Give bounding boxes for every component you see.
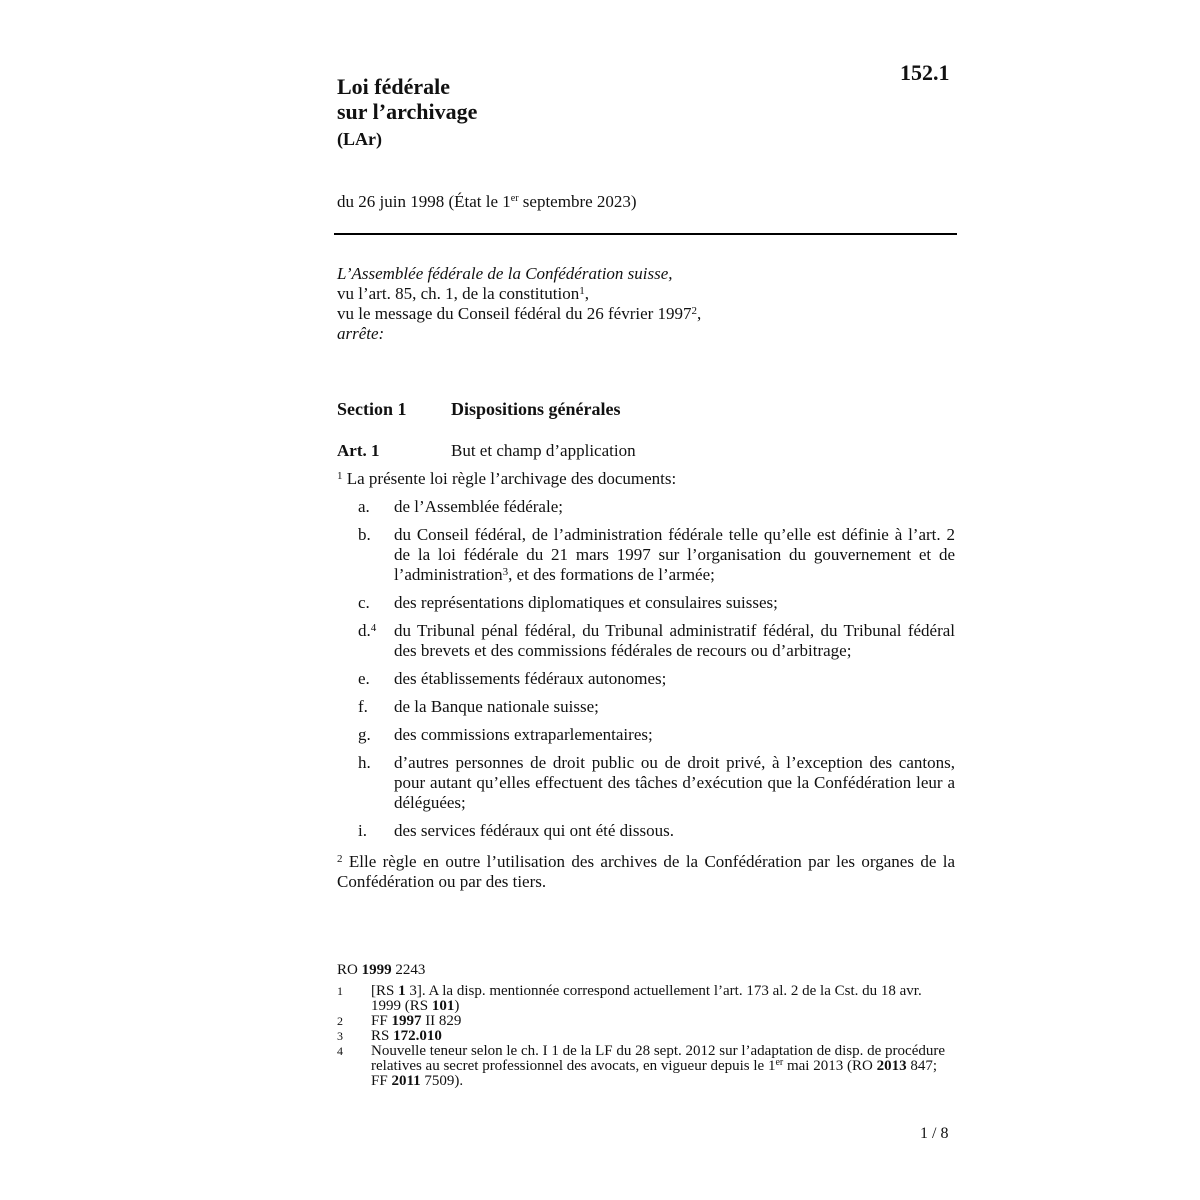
title-line-1: Loi fédérale: [337, 74, 451, 99]
item-letter: h.: [358, 753, 371, 772]
preamble-line-2-text: vu le message du Conseil fédéral du 26 février 1997: [337, 304, 692, 323]
preamble: [337, 264, 957, 344]
footnote-text: [371, 1044, 955, 1089]
list-item: [337, 725, 955, 745]
list-item: [337, 821, 955, 841]
law-date: [337, 192, 637, 212]
list-item: [337, 669, 955, 689]
fn4-sup: er: [775, 1057, 784, 1068]
fn1-c: 3]. A la disp. mentionnée correspond actuellement l’art. 173 al. 2 de la Cst. du 18 avr. 1999 (RS: [371, 983, 922, 1014]
title-line-2: sur l’archivage: [337, 99, 478, 124]
paragraph-1: [337, 469, 676, 489]
fn4-e: 2011: [391, 1073, 421, 1089]
law-abbreviation: (LAr): [337, 129, 382, 149]
item-letter: b.: [358, 525, 371, 544]
fn2-c: II 829: [421, 1013, 462, 1029]
item-text: [394, 525, 955, 585]
ro-prefix: RO: [337, 962, 362, 978]
list-item: [337, 525, 955, 585]
item-letter: f.: [358, 697, 368, 716]
item-letter: [337, 621, 394, 661]
preamble-authority: L’Assemblée fédérale de la Confédération suisse,: [337, 264, 673, 283]
footnote-ref-2[interactable]: 2: [691, 305, 698, 317]
list-item: [337, 497, 955, 517]
footnote-text: [371, 1014, 955, 1029]
item-letter: c.: [358, 593, 370, 612]
rs-number: 152.1: [900, 60, 950, 85]
item-text: des services fédéraux qui ont été dissous.: [394, 821, 674, 840]
section-heading: [337, 399, 621, 420]
official-collection-ref: [337, 962, 425, 979]
fn4-f: 7509).: [420, 1073, 464, 1089]
fn1-b: 1: [398, 983, 406, 999]
footnote-4: [337, 1044, 955, 1089]
item-text-end: , et des formations de l’armée;: [508, 565, 715, 584]
ro-page: 2243: [391, 962, 426, 978]
header-divider: [334, 233, 957, 235]
paragraph-2-text: Elle règle en outre l’utilisation des archives de la Confédération par les organes de la Confédération ou par des tiers.: [337, 852, 955, 891]
fn4-d: 847; FF: [371, 1058, 937, 1089]
footnote-1: [337, 984, 955, 1014]
section-label: Section 1: [337, 399, 407, 419]
article-title: But et champ d’application: [451, 441, 636, 460]
ro-year: 1999: [361, 962, 392, 978]
item-text: des représentations diplomatiques et consulaires suisses;: [394, 593, 778, 612]
item-text: des commissions extraparlementaires;: [394, 725, 653, 744]
date-superscript: er: [510, 193, 519, 204]
article-item-list: [337, 497, 955, 849]
footnote-ref-3[interactable]: 3: [502, 566, 509, 578]
fn1-a: [RS: [371, 983, 399, 999]
item-text: des établissements fédéraux autonomes;: [394, 669, 667, 688]
footnote-2: [337, 1014, 955, 1029]
item-letter: g.: [358, 725, 371, 744]
fn2-a: FF: [371, 1013, 392, 1029]
fn4-b: mai 2013 (RO: [783, 1058, 877, 1074]
footnote-ref-1[interactable]: 1: [579, 285, 585, 297]
preamble-line-1-text: vu l’art. 85, ch. 1, de la constitution: [337, 284, 580, 303]
date-text-end: septembre 2023): [518, 192, 637, 211]
fn2-b: 1997: [391, 1013, 422, 1029]
list-item: [337, 697, 955, 717]
item-text: d’autres personnes de droit public ou de droit privé, à l’exception des cantons, pour autant qu’elles effectuent des tâches d’exécution que la Confédération leur a déléguées;: [394, 753, 955, 812]
fn4-c: 2013: [876, 1058, 907, 1074]
paragraph-1-number: 1: [337, 470, 343, 482]
footnote-number: 4: [337, 1044, 343, 1058]
fn1-e: ): [454, 998, 460, 1014]
list-item: [337, 753, 955, 813]
page-number: 1 / 8: [920, 1125, 949, 1142]
law-title: [337, 74, 477, 124]
list-item: [337, 621, 955, 661]
article-heading: [337, 441, 636, 461]
footnote-ref-4[interactable]: 4: [370, 622, 377, 634]
footnote-number: 2: [337, 1014, 343, 1028]
footnote-text: [371, 1029, 955, 1044]
item-text: du Tribunal pénal fédéral, du Tribunal administratif fédéral, du Tribunal fédéral des brevets et des commissions fédérales de recours ou d’arbitrage;: [394, 621, 955, 660]
footnotes: [337, 984, 955, 1089]
preamble-line-2: [337, 304, 957, 324]
item-letter: e.: [358, 669, 370, 688]
footnote-number: 1: [337, 984, 343, 998]
footnote-text: [371, 984, 955, 1014]
article-label: Art. 1: [337, 441, 380, 460]
section-title: Dispositions générales: [451, 399, 621, 419]
footnote-3: [337, 1029, 955, 1044]
fn3-a: RS: [371, 1028, 394, 1044]
item-text-main: du Conseil fédéral, de l’administration fédérale telle qu’elle est définie à l’art. 2 de la loi fédérale du 21 mars 1997 sur l’organisation du gouvernement et de l’administration: [394, 525, 955, 584]
paragraph-2-number: 2: [337, 853, 343, 865]
item-text: de la Banque nationale suisse;: [394, 697, 599, 716]
fn3-b: 172.010: [393, 1028, 442, 1044]
paragraph-1-text: La présente loi règle l’archivage des documents:: [342, 469, 677, 488]
preamble-decree: arrête:: [337, 324, 385, 343]
footnote-number: 3: [337, 1029, 343, 1043]
item-letter: i.: [358, 821, 367, 840]
paragraph-2: [337, 852, 955, 892]
item-letter: a.: [358, 497, 370, 516]
date-text: du 26 juin 1998 (État le 1: [337, 192, 511, 211]
fn4-a: Nouvelle teneur selon le ch. I 1 de la LF du 28 sept. 2012 sur l’adaptation de disp. de procédure relatives au secret professionnel des avocats, en vigueur depuis le 1: [371, 1043, 946, 1074]
fn1-d: 101: [431, 998, 455, 1014]
preamble-line-1-end: ,: [584, 284, 589, 303]
preamble-line-1: [337, 284, 957, 304]
item-letter-text: d.: [358, 621, 371, 640]
list-item: [337, 593, 955, 613]
item-text: de l’Assemblée fédérale;: [394, 497, 563, 516]
preamble-line-2-end: ,: [697, 304, 702, 323]
